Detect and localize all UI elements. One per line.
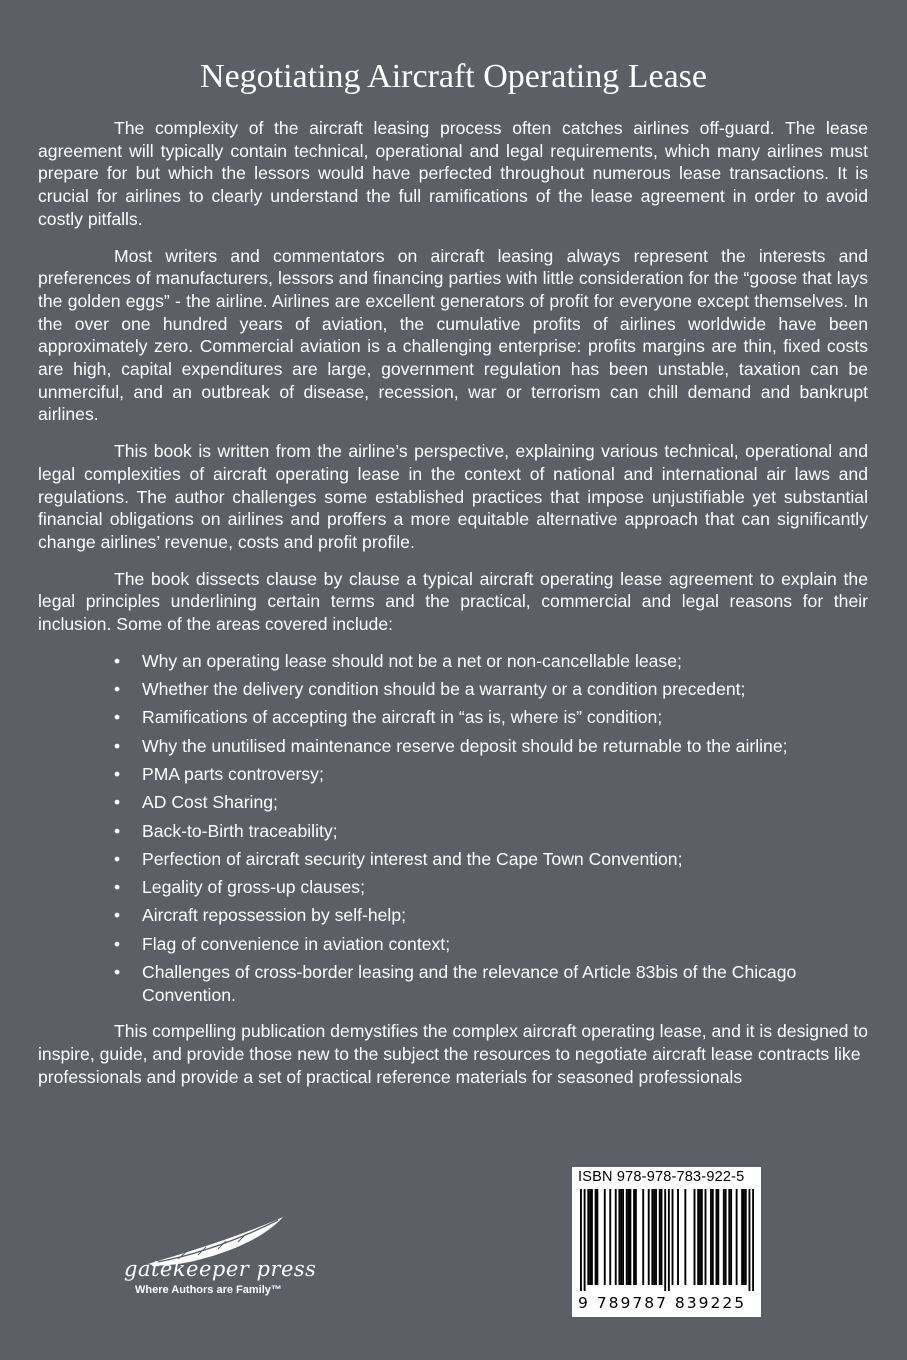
list-item: • AD Cost Sharing; xyxy=(114,792,278,813)
publisher-tagline: Where Authors are Family™ xyxy=(135,1284,282,1296)
barcode-bar xyxy=(591,1189,593,1285)
bullet-icon: • xyxy=(114,650,121,671)
paragraph-1: The complexity of the aircraft leasing process often catches airlines off-guard. The lease agreement will typically contain technical, operational and legal requirements, which many airlines must prepare for but which the lessors would have perfected throughout numerous lease transactions. It is crucial for airlines to clearly understand the full ramifications of the lease agreement in order to avoid costly pitfalls. xyxy=(38,118,868,229)
barcode-bar xyxy=(655,1189,657,1285)
barcode-bar xyxy=(684,1189,686,1285)
barcode-bar xyxy=(705,1189,707,1285)
bullet-icon: • xyxy=(114,707,121,728)
barcode-bar xyxy=(668,1189,670,1291)
barcode-bar xyxy=(745,1189,747,1285)
bullet-icon: • xyxy=(114,763,121,784)
list-item: • Back-to-Birth traceability; xyxy=(114,820,338,841)
barcode-bar xyxy=(620,1189,622,1285)
barcode-bar xyxy=(697,1189,699,1285)
paragraph-4: The book dissects clause by clause a typical aircraft operating lease agreement to explain the legal principles underlining certain terms and the practical, commercial and legal reasons for their inclusion. Some of the areas covered include: xyxy=(38,568,868,635)
barcode-bar xyxy=(741,1189,743,1285)
barcode-bar xyxy=(701,1189,703,1285)
barcode-bar xyxy=(743,1189,745,1285)
barcode-bar xyxy=(752,1189,754,1291)
barcode-bar xyxy=(694,1189,696,1285)
closing-paragraph: This compelling publication demystifies the complex aircraft operating lease, and it is designed to inspire, guide, and provide those new to the subject the resources to negotiate aircraft lease contracts like professionals and provide a set of practical reference materials for seasoned professionals xyxy=(38,1021,868,1087)
barcode-bar xyxy=(661,1189,663,1285)
paragraph-2: Most writers and commentators on aircraft leasing always represent the interests and preferences of manufacturers, lessors and financing parties with little consideration for the “goose that lays the golden eggs” - the airline. Airlines are excellent generators of profit for everyone except themselves. In the over one hundred years of aviation, the cumulative profits of airlines worldwide have been approximately zero. Commercial aviation is a challenging enterprise: profits margins are thin, fixed costs are high, capital expenditures are large, government regulation has been unstable, taxation can be unmerciful, and an outbreak of disease, recession, war or terrorism can chill demand and bankrupt airlines. xyxy=(38,245,868,425)
ean13-barcode xyxy=(580,1189,754,1291)
barcode-bar xyxy=(717,1189,719,1285)
list-item: • PMA parts controversy; xyxy=(114,763,324,784)
barcode-bar xyxy=(587,1189,589,1285)
list-item: • Why an operating lease should not be a net or non-cancellable lease; xyxy=(114,650,682,671)
barcode-bar xyxy=(699,1189,701,1285)
bullet-icon: • xyxy=(114,877,121,898)
barcode-bar xyxy=(677,1189,679,1285)
barcode-bar xyxy=(712,1189,714,1285)
list-item: • Perfection of aircraft security interest and the Cape Town Convention; xyxy=(114,848,683,869)
list-item: • Ramifications of accepting the aircraft in “as is, where is” condition; xyxy=(114,707,663,728)
bullet-icon: • xyxy=(114,679,121,700)
book-title: Negotiating Aircraft Operating Lease xyxy=(200,58,707,95)
barcode-bar xyxy=(672,1189,674,1285)
bullet-icon: • xyxy=(114,962,121,983)
barcode-bar xyxy=(604,1189,606,1285)
barcode-bar xyxy=(615,1189,617,1285)
bullet-icon: • xyxy=(114,848,121,869)
barcode-bar xyxy=(651,1189,653,1285)
barcode-bar xyxy=(648,1189,650,1285)
barcode-bar xyxy=(589,1189,591,1285)
list-item: • Whether the delivery condition should be a warranty or a condition precedent; xyxy=(114,679,746,700)
publisher-logo xyxy=(118,1212,318,1302)
barcode-bar xyxy=(730,1189,732,1285)
barcode-bar xyxy=(653,1189,655,1285)
list-item: • Why the unutilised maintenance reserve deposit should be returnable to the airline; xyxy=(114,735,788,756)
barcode-bar xyxy=(659,1189,661,1285)
barcode-bar xyxy=(618,1189,620,1285)
barcode-bar xyxy=(628,1189,630,1285)
barcode-bar xyxy=(609,1189,611,1285)
bullet-icon: • xyxy=(114,792,121,813)
paragraph-3: This book is written from the airline’s perspective, explaining various technical, operational and legal complexities of aircraft operating lease in the context of national and international air laws and regulations. The author challenges some established practices that impose unjustifiable yet substantial financial obligations on airlines and proffers a more equitable alternative approach that can significantly change airlines’ revenue, costs and profit profile. xyxy=(38,441,868,552)
barcode-bar xyxy=(596,1189,598,1285)
barcode-bar xyxy=(580,1189,582,1291)
barcode-bar xyxy=(749,1189,751,1291)
bullet-icon: • xyxy=(114,735,121,756)
barcode-bar xyxy=(710,1189,712,1285)
publisher-name: gatekeeper press xyxy=(124,1257,317,1281)
barcode-bar xyxy=(626,1189,628,1285)
isbn-label: ISBN 978-978-783-922-5 xyxy=(578,1169,745,1185)
barcode-bar xyxy=(664,1189,666,1291)
barcode-bar xyxy=(635,1189,637,1285)
list-item: • Challenges of cross-border leasing and the relevance of Article 83bis of the Chicago Convention. xyxy=(114,962,797,1005)
barcode-bar xyxy=(642,1189,644,1285)
list-item: • Flag of convenience in aviation context; xyxy=(114,933,451,954)
bullet-icon: • xyxy=(114,933,121,954)
barcode-bar xyxy=(736,1189,738,1285)
topics-list xyxy=(38,650,868,1007)
barcode-bar xyxy=(716,1189,718,1285)
isbn-barcode-box xyxy=(572,1167,761,1317)
barcode-bar xyxy=(728,1189,730,1285)
bullet-icon: • xyxy=(114,820,121,841)
barcode-bar xyxy=(622,1189,624,1285)
barcode-bar xyxy=(595,1189,597,1285)
barcode-bar xyxy=(584,1189,586,1291)
barcode-digits: 9 789787 839225 xyxy=(578,1294,747,1312)
barcode-bar xyxy=(723,1189,725,1285)
blurb xyxy=(38,117,868,1089)
list-item: • Aircraft repossession by self-help; xyxy=(114,905,407,926)
barcode-bar xyxy=(725,1189,727,1285)
list-item: • Legality of gross-up clauses; xyxy=(114,877,365,898)
barcode-bar xyxy=(629,1189,631,1285)
barcode-bar xyxy=(633,1189,635,1285)
bullet-icon: • xyxy=(114,905,121,926)
